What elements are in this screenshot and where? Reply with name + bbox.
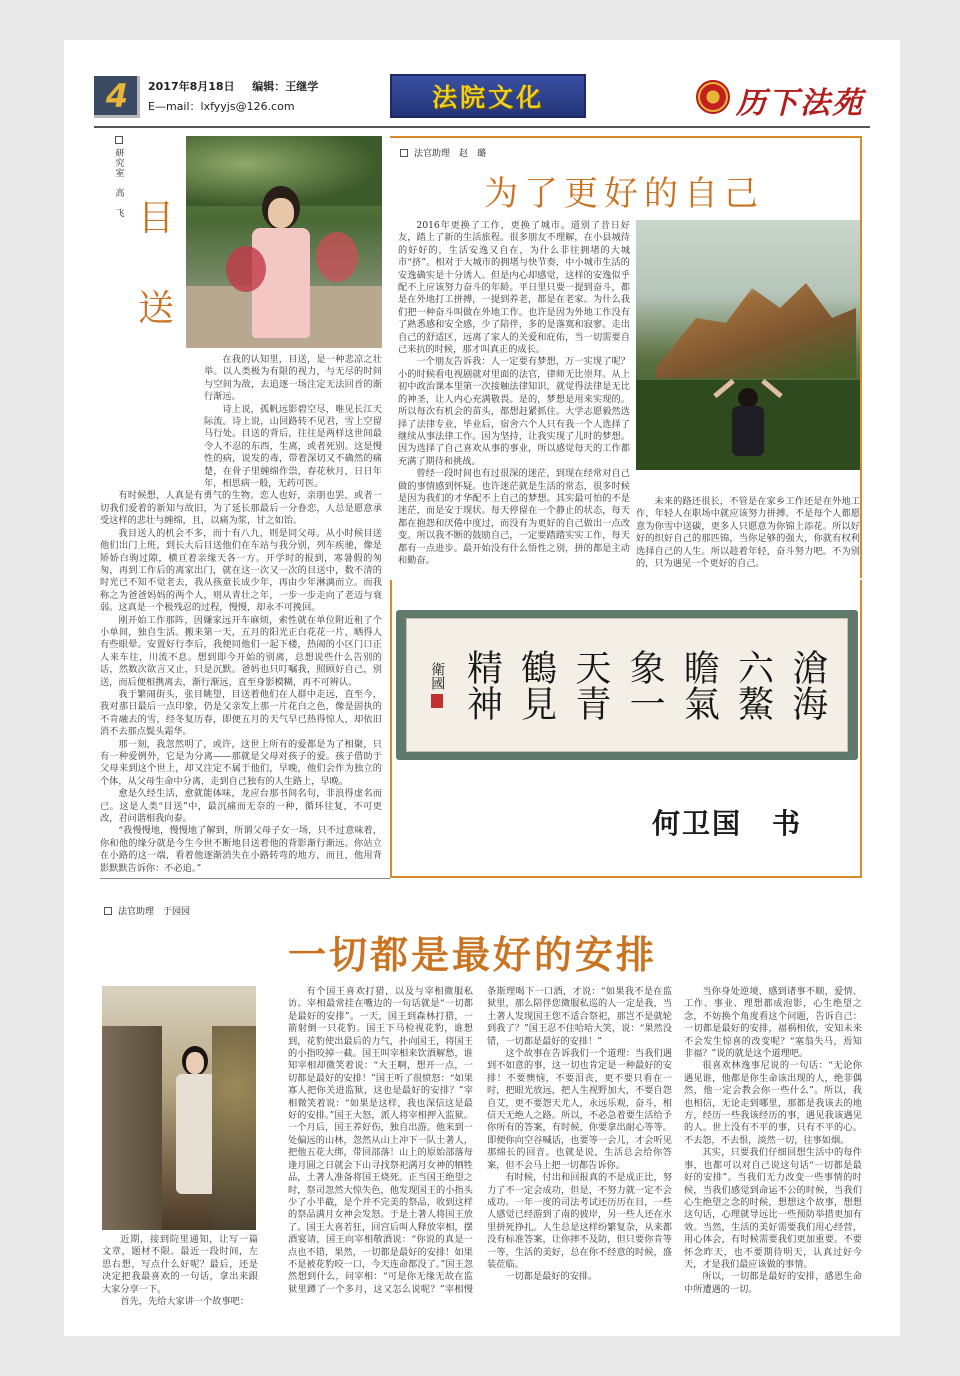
article3-body-col4 [684,986,862,1326]
article3-para-5: 有时候，付出和回报真的不是成正比，努力了不一定会成功，但是，不努力就一定不会成功。一年一度的司法考试还历历在目，一些人感觉已经游到了南的彼岸，另一些人还在水里拼死挣扎。人生总是这样纷繁复杂，从来都没有标准答案，让你摔不及防，但只要你肯等一等，生活的美好，总在你不经意的时候，盛装莅临。 [487,1172,672,1270]
page-number: 4 [105,77,129,115]
article1-para-8: 愈是久经生活，愈就能体味，龙应台那书间名句，非浪得虚名而已。这是人类“目送”中，最沉痛而无奈的一种，循环往复，不可更改，君问谐相我向泰。 [100,788,382,825]
article1-body [100,354,382,874]
section-divider [100,878,390,879]
article2-title: 为了更好的自己 [484,174,764,214]
calligraphy-signature-mark: 衛國 [429,662,446,690]
article1-para-2: 诗上说，孤帆远影碧空尽，唯见长江天际流。诗上说，山回路转不见君，雪上空留马行处。目送的背后，往往是两样这世间最令人不忍的东西，生离，或者死别。这是慢性的病，说发的毒，带着深切又不确然的痛楚，在骨子里缠绵作祟，春花秋月，日日年年，相思病一般，无药可医。 [204,403,382,490]
header-meta [148,78,318,114]
paper-name: 历下法苑 [736,86,864,121]
article3-para-9: 其实，只要我们仔细回想生活中的每件事，也都可以对自己说这句话“一切都是最好的安排”。当我们无力改变一些事情的时候，当我们感觉到命运不公的时候，当我们心生绝望之念的时候，想想这个故事，想想这句话，心理就导远比一些预防举措更加有效。当然，生活的美好需要我们用心经营，用心体会，有时候需要我们更加重要。不要怀念昨天，也不要期待明天，认真过好今天，才是我们最应该做的事情。 [684,1147,862,1270]
article3-photo [102,986,256,1230]
article1-byline-text: 研究室 高 飞 [113,148,124,218]
article3-body-col1 [102,1234,258,1330]
calligraphy-col-5: 天青 [569,649,611,721]
article3-para-4: 这个故事在告诉我们一个道理：当我们遇到不如意的事，这一切也肯定是一种最好的安排！不要懊恼，不要泪丧，更不要只看在一时，把眼光放远，把人生视野加大，不要自怨自艾，更不要怨天尤人，永远乐观，奋斗，相信天无绝人之路。所以，不必急着要生活给予你所有的答案，有时候，你要拿出耐心等等。即便你向空谷喊话，也要等一会儿，才会听见那绵长的回音。也就是说，生活总会给你答案，但不会马上把一切都告诉你。 [487,1048,672,1171]
article3-para-2: 首先，先给大家讲一个故事吧： [120,1296,250,1308]
article1-para-1: 在我的认知里，目送，是一种悲凉之壮举。以人类极为有限的视力，与无尽的时间与空间为敌，去追逐一场注定无法回首的渐行渐远。 [204,354,382,403]
article2-body-left [398,220,630,572]
article1-para-5: 刚开始工作那阵，因嫌家远开车麻烦，索性就在单位附近租了个小单间，独自生活。搬来第一天，五月的阳光正白花花一片，晒得人有些眼晕。安置好行李后，我便同他们一起下楼，热闹的小区门口正人来车往，川流不息。想到即今开始的别离，总想说些什么告别的话，然数次欲言又止，只是沉默。爸妈也只叮嘱我，照顾好自己，别送，而后便相携离去，渐行渐远，直至身影模糊，再不可辨认。 [100,614,382,688]
article2-byline [400,146,486,159]
calligraphy-mount [396,610,858,760]
newspaper-page [64,40,900,1336]
header-rule [94,126,870,128]
article3-para-3: 有个国王喜欢打猎，以及与宰相微服私访。宰相最常挂在嘴边的一句话就是“一切都是最好的安排”。一天，国王到森林打猎，一箭射倒一只花豹。国王下马检视花豹，谁想到，花豹使出最后的力气，扑向国王，将国王的小指咬掉一截。国王叫宰相来饮酒解愁，谁知宰相却微笑着说：“大王啊，想开一点，一切都是最好的安排！”国王听了很愤怒：“如果寡人把你关进监狱，这也是最好的安排？”宰相微笑着说：“如果是这样，我也深信这是最好的安排。”国王大怒，派人将宰相押入监狱。一个月后，国王养好伤，独自出游。他来到一处偏远的山林，忽然从山上冲下一队土著人，把他五花大绑，带回部落！山上的原始部落每逢月圆之日就会下山寻找祭祀满月女神的牺牲品，土著人准备将国王烧死。正当国王绝望之时，祭司忽然大惊失色，他发现国王的小指头少了小半截，是个并不完美的祭品，收到这样的祭品满月女神会发怒。于是土著人将国王放了。国王大喜若狂，回宫后叫人释放宰相，摆酒宴请，国王向宰相敬酒说：“你说的真是一点也不错，果然，一切都是最好的安排！如果不是被花豹咬一口，今天连命都没了。”国王忽然想到什么，问宰相：“可是你无缘无故在监狱里蹲了一个多月，这又怎么说呢？”宰相慢条斯理喝下一口酒，才说：“如果我不是在监狱里，那么陪伴您微服私巡的人一定是我，当土著人发现国王您不适合祭祀，那岂不是就轮到我了？”国王忍不住哈哈大笑，说：“果然没错，一切都是最好的安排！” [288,986,672,1295]
article3-para-8: 很喜欢林逸事尼说的一句话：“无论你遇见谁，他都是你生命该出现的人，绝非偶然，他一定会教会你一些什么”。所以，我也相信，无论走到哪里，那都是我该去的地方，经历一些我该经历的事，遇见我该遇见的人。世上没有不平的事，只有不平的心。不去怨，不去恨，淡然一切，往事如烟。 [684,1060,862,1146]
article3-para-10: 所以，一切都是最好的安排，感恩生命中所遭遇的一切。 [684,1271,862,1295]
article2-para-1: 2016年更换了工作，更换了城市。道别了昔日好友，踏上了新的生活旅程。很多朋友不理解，在小县城待的好好的，生活安逸又自在，为什么非往拥堵的大城市“挤”。相对于大城市的拥堵与快节奏，中小城市生活的安逸确实是十分诱人。但是内心却感觉，这样的安逸似乎配不上应该努力奋斗的年龄。平日里只要一提到奋斗，都是在外地打工拼搏，一提到养老，都是在老家。为什么我们把一种奋斗叫做在外地工作。也许是因为外地工作没有了熟悉感和安全感，少了陪伴，多的是落寞和寂寥。走出自己的舒适区，远离了家人的关爱和庇佑，当一切需要自己来抗的时候，那才叫真正的成长。 [398,220,630,356]
article3-title: 一切都是最好的安排 [288,932,658,977]
article2-byline-text: 法官助理 赵 璐 [414,149,487,159]
calligraphy-col-4: 象一 [624,649,666,721]
page-number-box [94,76,140,118]
seal-stamp-icon [431,694,443,708]
article1-para-9: “我慢慢地，慢慢地了解到，所谓父母子女一场，只不过意味着，你和他的缘分就是今生今世不断地目送着他的背影渐行渐远。你站立在小路的这一端，看着他逐渐消失在小路转弯的地方，而且，他用背影默默告诉你：不必追。” [100,825,382,874]
article3-para-7: 当你身处逆境，感到诸事不顺，爱情、工作、事业、理想都成泡影，心生绝望之念，不妨换个角度看这个问题，告诉自己：一切都是最好的安排，福祸相依，安知未来不会发生惊喜的改变呢？“塞翁失马，焉知非福？”说的就是这个道理吧。 [684,986,862,1060]
byline-marker-icon [115,136,123,144]
calligraphy-col-3: 瞻氣 [678,649,720,721]
article1-photo [186,136,382,348]
editor-name: 编辑：王继学 [252,80,319,93]
calligraphy-col-1: 滄海 [786,649,828,721]
byline-marker-icon [400,149,408,157]
calligraphy-credit: 何卫国 书 [652,807,803,840]
article1-byline [112,136,126,218]
section-title: 法院文化 [431,83,544,112]
byline-marker-icon [104,907,112,915]
section-banner [390,74,586,118]
article1-para-4: 我目送人的机会不多，而十有八九，则是同父母。从小时候目送他们出门上班，到长大后目送他们在车站与我分别，列车疾驰，像是矫娇白驹过隙，横亘着亲缘天各一方。开学时的报到，寒暑假的匆匆，再到工作后的离家出门，就在这一次又一次的目送中，数不清的时光已不知不觉老去，我从孩童长成少年，再由少年淋漓而立。而我称之为爸爸妈妈的两个人，则从青壮之年，一步一步走向了老迈与衰弱。这真是一个极残忍的过程，慢慢，却永不可挽回。 [100,527,382,614]
article2-para-2: 一个朋友告诉我：人一定要有梦想，万一实现了呢？小的时候看电视剧就对里面的法官，律师无比崇拜。从上初中政治课本里第一次接触法律知识，就觉得法律是无比的神圣，让人内心充满敬畏。是的，梦想是用来实现的。所以每次有机会的苗头，都想赶紧抓住。大学志愿毅然选择了法律专业，毕业后，宿舍六个人只有我一个人选择了继续从事法律工作。因为坚持，让我实现了儿时的梦想。因为选择了自己喜欢从事的事业，所以感觉每天的工作都充满了期待和挑战。 [398,356,630,467]
article1-para-3: 有时候想，人真是有勇气的生物。恋人也好，亲朋也罢，或者一切我们爱着的新知与故旧，为了延长那最后一分眷恋，人总是愿意承受这样的悲壮与缠绵，且，以痛为浆，甘之如饴。 [100,490,382,527]
calligraphy-col-2: 六鰲 [732,649,774,721]
article1-para-6: 我于繁闹街头，张目眺望，目送着他们在人群中走远，直至今，我对那日最后一点印象，仍是父亲发上那一片花白之色，像是固执的不肯融去的雪，经冬复历春，即便五月的天气早已热得惊人，却依旧消不去那点鬓头霜华。 [100,688,382,738]
article2-para-3: 曾经一段时间也有过很深的迷茫，到现在经常对自己做的事情感到怀疑。也许迷茫就是生活的常态，很多时候是因为我们的才华配不上自己的梦想。其实最可怕的不是迷茫，而是安于现状。每天停留在一个静止的状态，每天都在抱怨和厌倦中度过，而没有为更好的自己做出一点改变。所以我不断的鼓励自己，一定要踏踏实实工作，每天都有一点进步。最开始没有什么悟性之别，拼的都是主动和勤奋。 [398,468,630,566]
article2-photo [636,220,860,470]
issue-date: 2017年8月18日 [148,80,235,93]
calligraphy-paper [406,618,848,752]
article3-para-1: 近期，接到院里通知，让写一篇文章，题材不限。最近一段时间，左思右想，写点什么好呢？最后，还是决定把我最喜欢的一句话，拿出来跟大家分享一下。 [102,1234,258,1295]
article1-title-top: 目 [138,198,175,239]
email-line: E—mail：lxfyyjs@126.com [148,100,295,113]
article3-para-6: 一切都是最好的安排。 [505,1271,598,1283]
calligraphy-col-7: 精神 [461,649,503,721]
article2-para-4: 未来的路还很长，不管是在家乡工作还是在外地工作，年轻人在职场中就应该努力拼搏。不是每个人都愿意为你雪中送碳，更多人只愿意为你锦上添花。所以好好的织好自己的那匹锦，当你足够的强大，你就有权利选择自己的人生。所以趁着年轻，奋斗努力吧。不为别的，只为遇见一个更好的自己。 [636,496,860,570]
article3-byline [104,904,190,917]
article2-body-right [636,496,860,576]
court-emblem-icon [696,80,730,114]
article3-byline-text: 法官助理 于园园 [118,907,191,917]
calligraphy-col-6: 鶴見 [515,649,557,721]
article3-body-col2 [288,986,672,1326]
article1-title-bottom: 送 [138,288,175,329]
article1-para-7: 那一刻，我忽然明了，或许，这世上所有的爱都是为了相聚，只有一种爱例外，它是为分离——那就是父母对孩子的爱。孩子借助于父母来到这个世上，却又注定不属于他们，早晚，他们会作为独立的个体，从父母生命中分离，走到自己独有的人生路上，早晚。 [100,738,382,787]
